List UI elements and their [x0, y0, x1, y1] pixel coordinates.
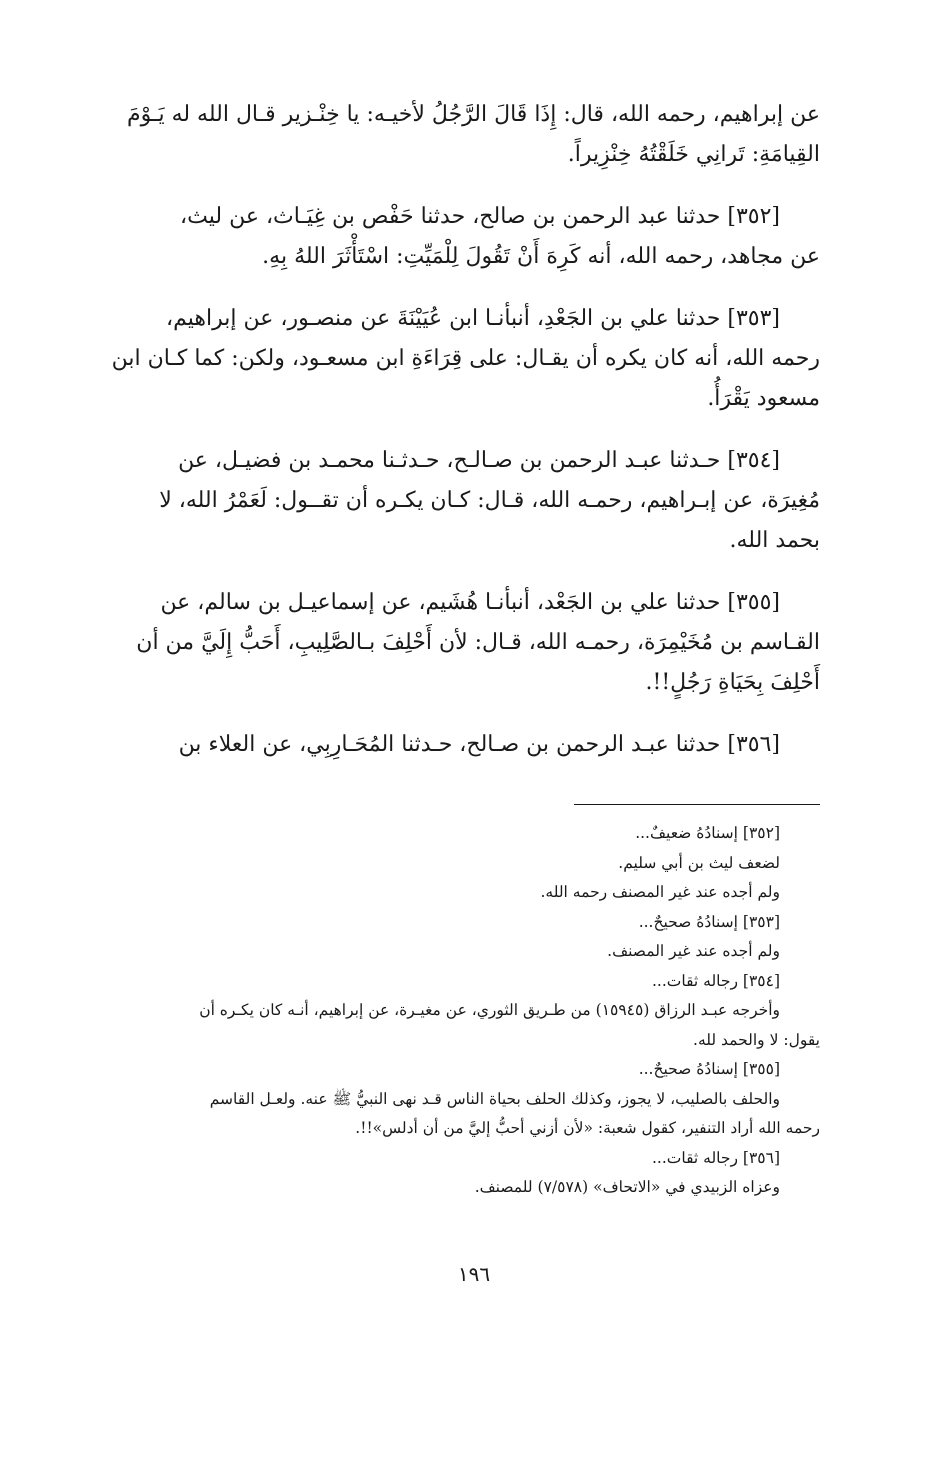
footnote-divider [574, 804, 820, 805]
footnote-line: رحمه الله أراد التنفير، كقول شعبة: «لأن أزني أحبُّ إليَّ من أن أدلس»!!. [355, 1119, 820, 1137]
footnote-line: [٣٥٦] رجاله ثقات... [651, 1148, 780, 1167]
text-line: [٣٥٦] حدثنا عبـد الرحمن بن صـالح، حـدثنا المُحَـارِبِي، عن العلاء بن [178, 732, 780, 757]
text-line: القِيامَةِ: تَرانِي خَلَقْتُهُ خِنْزِيراً. [567, 142, 820, 167]
text-line: [٣٥٤] حـدثنا عبـد الرحمن بن صـالـح، حـدثـنا محمـد بن فضيـل، عن [178, 448, 780, 473]
text-line: القـاسم بن مُخَيْمِرَة، رحمـه الله، قـال: لأن أَحْلِفَ بـالصَّلِيبِ، أَحَبُّ إِلَيَّ من أن [136, 630, 820, 655]
footnote-line: [٣٥٥] إسنادُهُ صحيحٌ... [638, 1060, 780, 1078]
footnote-line: [٣٥٢] إسنادُهُ ضعيفٌ... [635, 824, 780, 842]
page-number: ١٩٦ [457, 1262, 491, 1286]
text-line: [٣٥٥] حدثنا علي بن الجَعْد، أنبأنـا هُشَيم، عن إسماعيـل بن سالم، عن [160, 590, 780, 615]
footnote-line: وأخرجه عبـد الرزاق (١٥٩٤٥) من طـريق الثوري، عن مغيـرة، عن إبراهيم، أنـه كان يكـره أن [199, 1001, 780, 1019]
paragraph-continuation [80, 95, 820, 175]
hadith-353 [80, 299, 820, 419]
footnote-line: [٣٥٣] إسنادُهُ صحيحٌ... [638, 912, 780, 931]
text-line: عن إبراهيم، رحمه الله، قال: إِذَا قَالَ الرَّجُلُ لأخيـه: يا خِنْـزير قـال الله له يَـوْمَ [127, 102, 820, 127]
hadith-355 [80, 583, 820, 703]
footnote-line: ولم أجده عند غير المصنف رحمه الله. [540, 883, 780, 901]
text-line: مُغِيرَة، عن إبـراهيم، رحمـه الله، قـال: كـان يكـره أن تقــول: لَعَمْرُ الله، لا [159, 488, 820, 513]
footnote-line: يقول: لا والحمد لله. [693, 1030, 820, 1049]
text-line: مسعود يَقْرَأُ. [707, 386, 820, 411]
text-line: [٣٥٢] حدثنا عبد الرحمن بن صالح، حدثنا حَفْص بن غِيَـاث، عن ليث، [180, 204, 780, 229]
text-line: [٣٥٣] حدثنا علي بن الجَعْدِ، أنبأنـا ابن عُيَيْنَةَ عن منصـور، عن إبراهيم، [166, 306, 780, 331]
footnote-line: لضعف ليث بن أبي سليم. [618, 853, 780, 872]
hadith-352 [80, 197, 820, 277]
text-line: بحمد الله. [729, 528, 820, 553]
footnote-line: ولم أجده عند غير المصنف. [607, 942, 780, 960]
hadith-354 [80, 441, 820, 561]
main-text [80, 95, 820, 765]
footnote-line: وعزاه الزبيدي في «الاتحاف» (٧/٥٧٨) للمصنف. [474, 1178, 780, 1196]
text-line: أَحْلِفَ بِحَيَاةِ رَجُلٍ!!. [645, 670, 820, 695]
footnote-line: [٣٥٤] رجاله ثقات... [651, 971, 780, 990]
footnotes [80, 819, 820, 1203]
footnote-line: والحلف بالصليب، لا يجوز، وكذلك الحلف بحياة الناس قـد نهى النبيُّ ﷺ عنه. ولعـل القاسم [209, 1089, 780, 1108]
text-line: رحمه الله، أنه كان يكره أن يقـال: على قِرَاءَةِ ابن مسعـود، ولكن: كما كـان ابن [111, 346, 820, 371]
text-line: عن مجاهد، رحمه الله، أنه كَرِهَ أَنْ تَقُولَ لِلْمَيِّتِ: اسْتَأْثَرَ اللهُ بِهِ. [262, 244, 820, 269]
hadith-356 [80, 725, 820, 765]
